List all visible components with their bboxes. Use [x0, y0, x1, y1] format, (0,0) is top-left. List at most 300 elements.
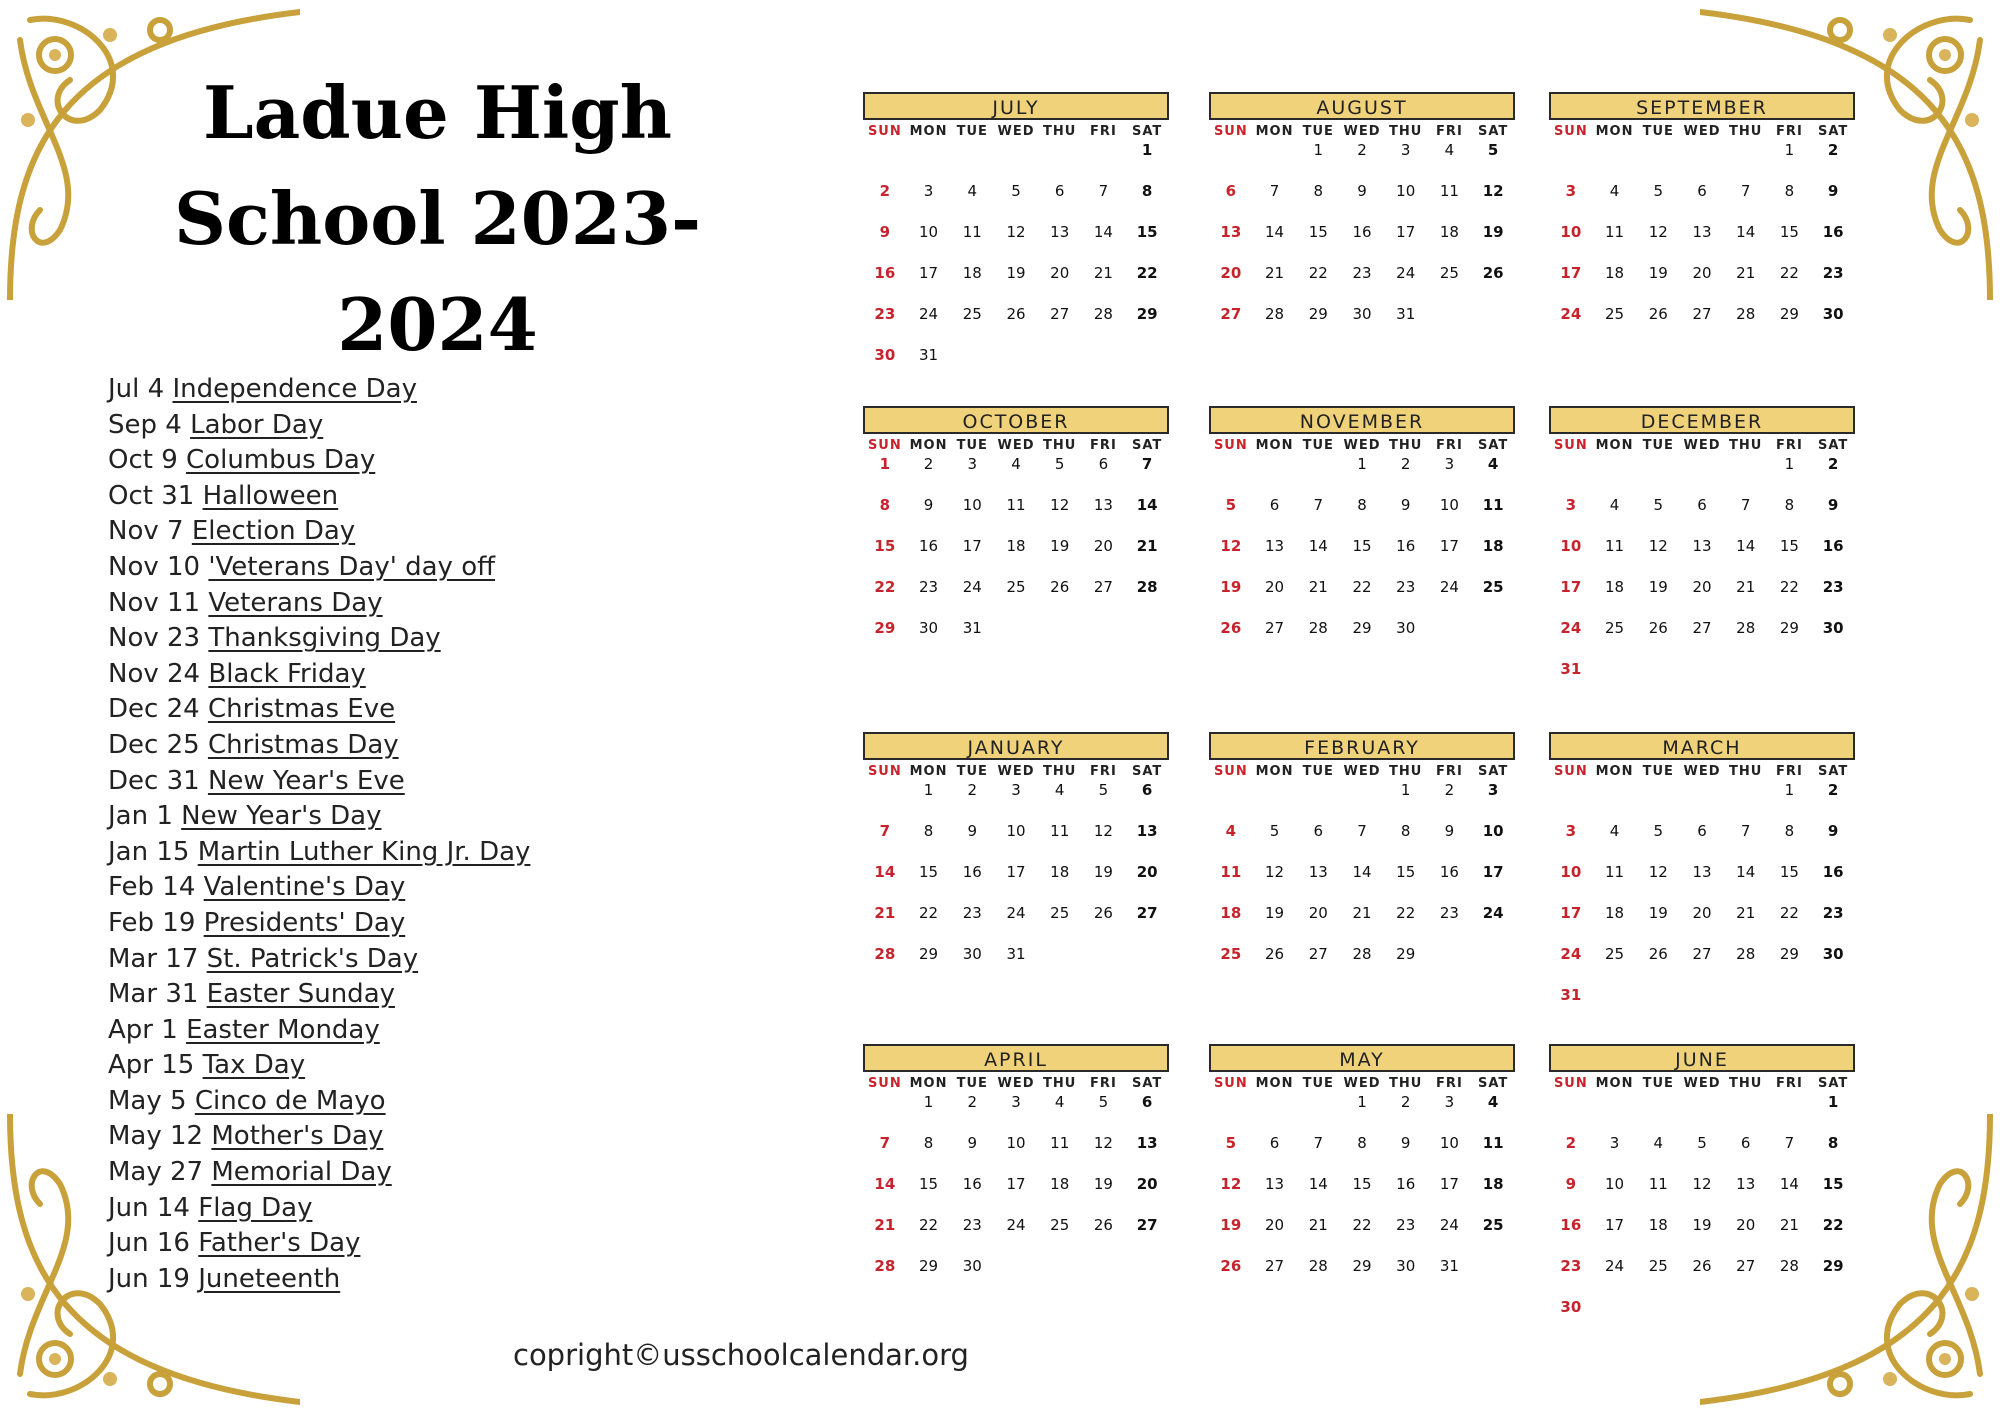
- day-cell: 27: [1136, 904, 1158, 922]
- day-cell: 2: [1400, 455, 1411, 473]
- day-cell: 12: [1648, 537, 1668, 555]
- month-header: MARCH: [1549, 732, 1855, 760]
- holiday-date: Dec 24: [108, 694, 200, 725]
- day-cell: 29: [1136, 305, 1158, 323]
- day-cell: 2: [1827, 141, 1839, 159]
- day-cell: 30: [962, 1257, 982, 1275]
- holiday-link[interactable]: Thanksgiving Day: [208, 623, 441, 654]
- day-cell: 10: [1396, 182, 1416, 200]
- day-cell: 27: [1736, 1257, 1756, 1275]
- day-cell: 10: [962, 496, 982, 514]
- day-cell: 27: [1093, 578, 1113, 596]
- day-cell: 14: [1779, 1175, 1799, 1193]
- holiday-item: [108, 1013, 530, 1049]
- day-cell: 4: [1609, 822, 1620, 840]
- holiday-date: Apr 1: [108, 1014, 178, 1045]
- weekday-label: SAT: [1817, 1076, 1849, 1091]
- day-cell: 2: [967, 781, 978, 799]
- day-cell: 8: [1827, 1134, 1839, 1152]
- weekday-label: SUN: [1553, 438, 1588, 453]
- day-cell: 8: [1357, 1134, 1367, 1152]
- day-cell: 7: [1141, 455, 1153, 473]
- day-cell: 20: [1308, 904, 1328, 922]
- day-cell: 9: [967, 1134, 978, 1152]
- weekday-label: WED: [1343, 1076, 1381, 1091]
- day-cell: 20: [1692, 578, 1712, 596]
- weekday-label: FRI: [1436, 764, 1463, 779]
- weekday-label: TUE: [956, 764, 988, 779]
- day-cell: 11: [1648, 1175, 1668, 1193]
- holiday-link[interactable]: Martin Luther King Jr. Day: [197, 836, 531, 867]
- day-cell: 6: [1269, 496, 1280, 514]
- day-cell: 7: [1740, 822, 1751, 840]
- day-cell: 10: [1560, 537, 1582, 555]
- weekday-label: TUE: [1642, 764, 1674, 779]
- day-cell: 27: [1692, 305, 1712, 323]
- day-cell: 17: [919, 264, 939, 282]
- day-cell: 30: [1396, 619, 1416, 637]
- holiday-item: [108, 621, 530, 657]
- day-cell: 28: [874, 1257, 896, 1275]
- day-cell: 24: [1396, 264, 1416, 282]
- weekday-label: WED: [997, 764, 1035, 779]
- day-cell: 26: [1692, 1257, 1712, 1275]
- month-may: [1209, 1044, 1515, 1297]
- day-cell: 15: [919, 863, 939, 881]
- day-cell: 3: [967, 455, 978, 473]
- weekday-label: SAT: [1477, 438, 1509, 453]
- day-cell: 11: [1605, 863, 1625, 881]
- day-cell: 6: [1141, 1093, 1153, 1111]
- day-cell: 6: [1697, 182, 1707, 200]
- day-cell: 25: [1648, 1257, 1668, 1275]
- day-cell: 5: [1653, 182, 1664, 200]
- day-grid: [863, 1092, 1169, 1297]
- day-cell: 19: [1220, 1216, 1242, 1234]
- day-cell: 4: [1054, 1093, 1065, 1111]
- day-cell: 6: [1697, 822, 1707, 840]
- day-cell: 18: [1605, 578, 1625, 596]
- empty-cell: [1549, 780, 1593, 821]
- day-cell: 14: [874, 1175, 896, 1193]
- day-cell: 27: [1308, 945, 1328, 963]
- day-cell: 9: [879, 223, 891, 241]
- day-cell: 4: [1609, 496, 1620, 514]
- weekday-label: THU: [1729, 764, 1763, 779]
- day-cell: 28: [1265, 305, 1285, 323]
- holiday-link[interactable]: Juneteenth: [198, 1263, 341, 1294]
- empty-cell: [1209, 1092, 1253, 1133]
- weekday-label: MON: [909, 1076, 948, 1091]
- day-cell: 14: [874, 863, 896, 881]
- day-cell: 7: [1740, 496, 1751, 514]
- day-cell: 15: [1308, 223, 1328, 241]
- day-cell: 2: [1400, 1093, 1411, 1111]
- holiday-link[interactable]: Father's Day: [198, 1228, 361, 1259]
- day-cell: 18: [1648, 1216, 1668, 1234]
- day-cell: 15: [1352, 1175, 1372, 1193]
- day-cell: 31: [1006, 945, 1026, 963]
- day-cell: 1: [1313, 141, 1324, 159]
- day-cell: 10: [1482, 822, 1504, 840]
- empty-cell: [1209, 140, 1253, 181]
- weekday-label: MON: [1595, 124, 1634, 139]
- day-cell: 26: [1220, 619, 1242, 637]
- weekday-row: [1549, 764, 1855, 779]
- weekday-label: SUN: [1553, 1076, 1588, 1091]
- day-cell: 29: [1396, 945, 1416, 963]
- day-cell: 13: [1736, 1175, 1756, 1193]
- empty-cell: [1636, 454, 1680, 495]
- holiday-date: Jan 15: [108, 836, 190, 867]
- holiday-date: Sep 4: [108, 409, 182, 440]
- day-cell: 15: [1136, 223, 1158, 241]
- holiday-date: May 5: [108, 1085, 187, 1116]
- day-cell: 24: [919, 305, 939, 323]
- day-cell: 31: [962, 619, 982, 637]
- day-cell: 5: [1098, 1093, 1109, 1111]
- day-cell: 9: [1357, 182, 1367, 200]
- holiday-date: Mar 17: [108, 943, 199, 974]
- day-cell: 11: [1050, 1134, 1070, 1152]
- day-cell: 26: [1482, 264, 1504, 282]
- weekday-label: THU: [1729, 1076, 1763, 1091]
- day-cell: 1: [1784, 781, 1795, 799]
- copyright-text: copright©usschoolcalendar.org: [513, 1338, 969, 1372]
- empty-cell: [994, 140, 1038, 181]
- empty-cell: [1593, 140, 1637, 181]
- holiday-link[interactable]: Black Friday: [208, 658, 366, 689]
- holiday-date: Jun 14: [108, 1192, 190, 1223]
- day-cell: 16: [1439, 863, 1459, 881]
- weekday-label: SAT: [1131, 1076, 1163, 1091]
- day-cell: 4: [1487, 1093, 1499, 1111]
- weekday-label: WED: [1683, 438, 1721, 453]
- weekday-label: FRI: [1776, 438, 1803, 453]
- day-cell: 25: [1439, 264, 1459, 282]
- holiday-link[interactable]: Valentine's Day: [203, 872, 406, 903]
- day-cell: 11: [1006, 496, 1026, 514]
- day-cell: 16: [1560, 1216, 1582, 1234]
- day-cell: 21: [1093, 264, 1113, 282]
- day-cell: 30: [1352, 305, 1372, 323]
- day-cell: 12: [1093, 1134, 1113, 1152]
- day-cell: 21: [874, 1216, 896, 1234]
- day-cell: 10: [1560, 223, 1582, 241]
- day-cell: 8: [1141, 182, 1153, 200]
- day-cell: 29: [1352, 619, 1372, 637]
- day-cell: 5: [1225, 496, 1237, 514]
- day-cell: 11: [1482, 496, 1504, 514]
- holiday-link[interactable]: Tax Day: [202, 1050, 306, 1081]
- day-cell: 12: [1093, 822, 1113, 840]
- day-cell: 3: [1444, 455, 1455, 473]
- day-cell: 14: [1308, 1175, 1328, 1193]
- day-cell: 7: [1357, 822, 1367, 840]
- day-cell: 26: [1006, 305, 1026, 323]
- weekday-label: SUN: [1553, 124, 1588, 139]
- holiday-link[interactable]: Presidents' Day: [203, 907, 406, 938]
- day-cell: 20: [1736, 1216, 1756, 1234]
- day-cell: 20: [1265, 1216, 1285, 1234]
- month-june: [1549, 1044, 1855, 1338]
- empty-cell: [907, 140, 951, 181]
- month-header: JUNE: [1549, 1044, 1855, 1072]
- holiday-link[interactable]: Easter Sunday: [206, 979, 396, 1010]
- holiday-item: [108, 657, 530, 693]
- day-grid: [1549, 454, 1855, 700]
- day-cell: 29: [1822, 1257, 1844, 1275]
- day-cell: 20: [1093, 537, 1113, 555]
- day-cell: 25: [962, 305, 982, 323]
- day-cell: 20: [1136, 863, 1158, 881]
- day-cell: 23: [1352, 264, 1372, 282]
- month-header: SEPTEMBER: [1549, 92, 1855, 120]
- day-cell: 10: [1605, 1175, 1625, 1193]
- day-cell: 12: [1265, 863, 1285, 881]
- weekday-label: FRI: [1776, 1076, 1803, 1091]
- weekday-label: MON: [1255, 1076, 1294, 1091]
- holiday-date: Nov 11: [108, 587, 201, 618]
- day-cell: 27: [1220, 305, 1242, 323]
- day-cell: 20: [1692, 264, 1712, 282]
- holiday-date: Jan 1: [108, 801, 173, 832]
- weekday-label: FRI: [1436, 1076, 1463, 1091]
- day-cell: 29: [1779, 945, 1799, 963]
- day-cell: 2: [879, 182, 891, 200]
- weekday-label: MON: [1255, 764, 1294, 779]
- day-cell: 22: [874, 578, 896, 596]
- holiday-item: [108, 870, 530, 906]
- day-cell: 11: [1605, 537, 1625, 555]
- day-cell: 5: [1653, 822, 1664, 840]
- day-grid: [1209, 780, 1515, 985]
- day-cell: 25: [1482, 578, 1504, 596]
- day-cell: 9: [923, 496, 934, 514]
- day-cell: 7: [1098, 182, 1109, 200]
- holiday-date: May 12: [108, 1121, 204, 1152]
- day-cell: 16: [1396, 537, 1416, 555]
- day-cell: 6: [1740, 1134, 1751, 1152]
- day-cell: 23: [874, 305, 896, 323]
- day-cell: 7: [1784, 1134, 1795, 1152]
- day-cell: 22: [1136, 264, 1158, 282]
- weekday-label: SAT: [1477, 764, 1509, 779]
- weekday-label: SAT: [1131, 438, 1163, 453]
- weekday-label: THU: [1389, 764, 1423, 779]
- holiday-link[interactable]: Columbus Day: [186, 445, 376, 476]
- weekday-label: WED: [997, 1076, 1035, 1091]
- holiday-link[interactable]: 'Veterans Day' day off: [208, 551, 496, 582]
- day-cell: 11: [1220, 863, 1242, 881]
- day-cell: 24: [1560, 945, 1582, 963]
- holiday-link[interactable]: Halloween: [202, 480, 339, 511]
- day-cell: 17: [1006, 1175, 1026, 1193]
- day-cell: 29: [1779, 619, 1799, 637]
- holiday-link[interactable]: Easter Monday: [186, 1014, 380, 1045]
- day-cell: 22: [1779, 578, 1799, 596]
- day-grid: [1209, 1092, 1515, 1297]
- day-cell: 27: [1692, 945, 1712, 963]
- weekday-label: MON: [1595, 764, 1634, 779]
- day-cell: 20: [1265, 578, 1285, 596]
- day-cell: 15: [919, 1175, 939, 1193]
- day-cell: 8: [1357, 496, 1367, 514]
- day-cell: 29: [1308, 305, 1328, 323]
- day-cell: 30: [1822, 619, 1844, 637]
- day-cell: 5: [1225, 1134, 1237, 1152]
- holiday-link[interactable]: Mother's Day: [211, 1121, 384, 1152]
- weekday-label: THU: [1729, 438, 1763, 453]
- day-grid: [863, 140, 1169, 386]
- weekday-label: SAT: [1131, 124, 1163, 139]
- day-cell: 28: [1736, 305, 1756, 323]
- day-cell: 22: [1352, 578, 1372, 596]
- day-cell: 25: [1050, 1216, 1070, 1234]
- day-grid: [1549, 1092, 1855, 1338]
- holiday-item: [108, 550, 530, 586]
- day-cell: 17: [1439, 537, 1459, 555]
- day-cell: 4: [1225, 822, 1237, 840]
- day-cell: 10: [1439, 1134, 1459, 1152]
- day-cell: 19: [1482, 223, 1504, 241]
- holiday-link[interactable]: Flag Day: [198, 1192, 313, 1223]
- holiday-item: [108, 977, 530, 1013]
- holiday-item: [108, 1155, 530, 1191]
- day-cell: 17: [1560, 904, 1582, 922]
- weekday-label: TUE: [1302, 764, 1334, 779]
- holiday-link[interactable]: Labor Day: [190, 409, 324, 440]
- holiday-link[interactable]: Veterans Day: [208, 587, 383, 618]
- day-cell: 14: [1736, 863, 1756, 881]
- weekday-label: MON: [1595, 438, 1634, 453]
- weekday-label: WED: [1683, 124, 1721, 139]
- day-cell: 6: [1697, 496, 1707, 514]
- day-cell: 23: [962, 1216, 982, 1234]
- holiday-date: Mar 31: [108, 979, 199, 1010]
- holiday-link[interactable]: New Year's Day: [181, 801, 382, 832]
- day-cell: 26: [1093, 1216, 1113, 1234]
- weekday-row: [1209, 438, 1515, 453]
- holiday-link[interactable]: Independence Day: [172, 374, 417, 404]
- day-cell: 31: [1439, 1257, 1459, 1275]
- day-cell: 31: [1560, 660, 1582, 678]
- day-cell: 12: [1648, 863, 1668, 881]
- day-cell: 1: [923, 781, 934, 799]
- day-cell: 4: [1011, 455, 1021, 473]
- day-cell: 30: [874, 346, 896, 364]
- day-cell: 22: [1308, 264, 1328, 282]
- day-cell: 8: [1400, 822, 1411, 840]
- day-cell: 3: [1565, 496, 1577, 514]
- day-cell: 12: [1220, 1175, 1242, 1193]
- day-cell: 19: [1093, 863, 1113, 881]
- day-cell: 17: [1439, 1175, 1459, 1193]
- day-cell: 26: [1050, 578, 1070, 596]
- empty-cell: [1680, 1092, 1724, 1133]
- day-cell: 25: [1605, 305, 1625, 323]
- weekday-row: [1549, 438, 1855, 453]
- weekday-label: THU: [1389, 1076, 1423, 1091]
- day-cell: 28: [1736, 945, 1756, 963]
- day-cell: 4: [967, 182, 978, 200]
- empty-cell: [1296, 1092, 1340, 1133]
- holiday-date: Nov 10: [108, 551, 201, 582]
- weekday-label: THU: [1043, 764, 1077, 779]
- weekday-label: TUE: [1642, 438, 1674, 453]
- holiday-link[interactable]: St. Patrick's Day: [206, 943, 419, 974]
- day-cell: 3: [1011, 781, 1021, 799]
- weekday-label: SUN: [1553, 764, 1588, 779]
- weekday-label: TUE: [1642, 124, 1674, 139]
- day-cell: 31: [1396, 305, 1416, 323]
- day-cell: 21: [1308, 578, 1328, 596]
- day-cell: 23: [1822, 904, 1844, 922]
- day-cell: 19: [1050, 537, 1070, 555]
- day-cell: 18: [1605, 904, 1625, 922]
- weekday-row: [863, 124, 1169, 139]
- day-cell: 24: [1439, 1216, 1459, 1234]
- holiday-link[interactable]: Christmas Day: [207, 729, 399, 760]
- weekday-label: TUE: [1642, 1076, 1674, 1091]
- day-cell: 28: [1308, 1257, 1328, 1275]
- day-cell: 3: [1487, 781, 1499, 799]
- weekday-label: TUE: [1302, 1076, 1334, 1091]
- day-cell: 16: [1822, 863, 1844, 881]
- day-cell: 7: [1313, 1134, 1324, 1152]
- day-cell: 21: [1265, 264, 1285, 282]
- holiday-link[interactable]: Election Day: [191, 516, 356, 547]
- day-cell: 12: [1692, 1175, 1712, 1193]
- day-cell: 22: [919, 1216, 939, 1234]
- day-cell: 28: [1352, 945, 1372, 963]
- day-cell: 6: [1141, 781, 1153, 799]
- weekday-row: [1549, 1076, 1855, 1091]
- holiday-item: [108, 799, 530, 835]
- day-cell: 14: [1093, 223, 1113, 241]
- weekday-label: SAT: [1817, 124, 1849, 139]
- holiday-item: [108, 408, 530, 444]
- day-cell: 29: [919, 945, 939, 963]
- holiday-date: Nov 23: [108, 623, 201, 654]
- holiday-item: [108, 479, 530, 515]
- day-cell: 2: [967, 1093, 978, 1111]
- day-cell: 18: [1482, 1175, 1504, 1193]
- day-cell: 14: [1136, 496, 1158, 514]
- holiday-link[interactable]: Cinco de Mayo: [194, 1085, 386, 1116]
- day-cell: 17: [1560, 264, 1582, 282]
- day-cell: 18: [1006, 537, 1026, 555]
- weekday-label: SUN: [1213, 1076, 1248, 1091]
- holiday-link[interactable]: New Year's Eve: [207, 765, 405, 796]
- empty-cell: [1636, 140, 1680, 181]
- month-november: [1209, 406, 1515, 659]
- empty-cell: [1680, 780, 1724, 821]
- day-cell: 28: [1779, 1257, 1799, 1275]
- day-cell: 30: [1396, 1257, 1416, 1275]
- empty-cell: [1038, 140, 1082, 181]
- day-cell: 29: [919, 1257, 939, 1275]
- holiday-item: [108, 586, 530, 622]
- day-cell: 9: [1400, 1134, 1411, 1152]
- day-cell: 21: [1779, 1216, 1799, 1234]
- weekday-label: THU: [1043, 438, 1077, 453]
- day-cell: 30: [1560, 1298, 1582, 1316]
- holiday-link[interactable]: Christmas Eve: [207, 694, 396, 725]
- holiday-link[interactable]: Memorial Day: [211, 1157, 392, 1188]
- day-grid: [863, 780, 1169, 985]
- day-cell: 28: [1093, 305, 1113, 323]
